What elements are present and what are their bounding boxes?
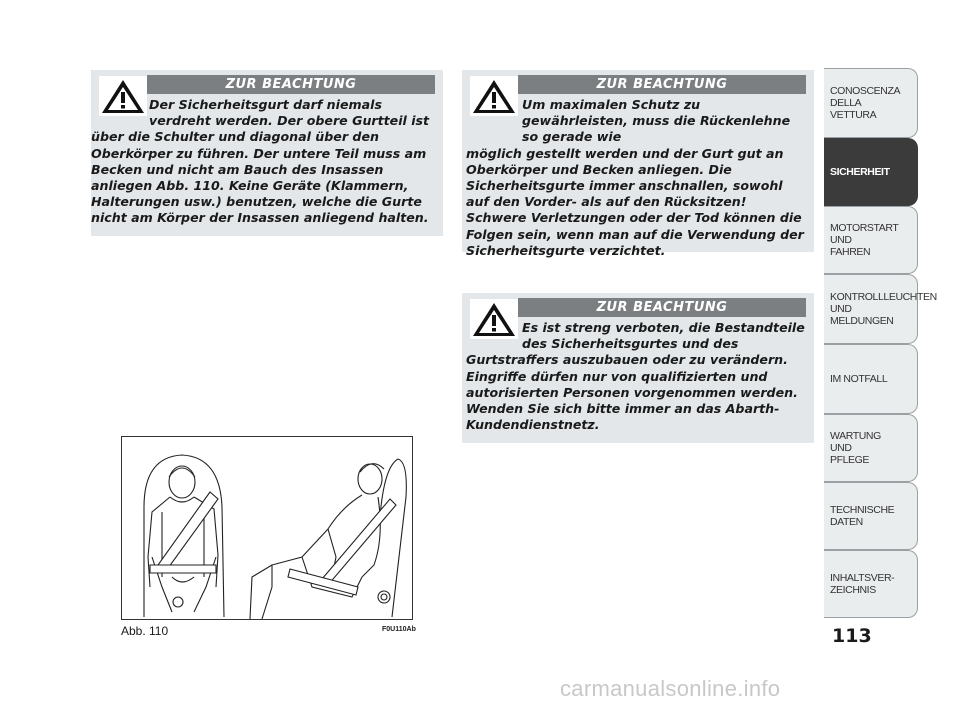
warning-text-indent: Um maximalen Schutz zu gewährleisten, muss die Rückenlehne so gerade wie: [522, 97, 791, 145]
tab-conoscenza-della-vettura[interactable]: [824, 68, 918, 138]
tab-technische-daten[interactable]: [824, 482, 918, 550]
right-legs: [250, 565, 272, 619]
tab-kontrollleuchten-und-meldungen[interactable]: [824, 274, 937, 344]
right-shoulder-belt: [322, 499, 396, 585]
tab-inhaltsverzeichnis[interactable]: [824, 550, 918, 618]
tab-label: TECHNISCHE DATEN: [830, 504, 895, 528]
warning-box-2: [462, 70, 814, 258]
tab-sicherheit[interactable]: [824, 138, 918, 206]
tab-label: KONTROLLLEUCHTEN UND MELDUNGEN: [830, 291, 937, 327]
tab-label: IM NOTFALL: [830, 373, 888, 385]
tab-label: WARTUNG UND PFLEGE: [830, 430, 881, 466]
warning-text-rest: Gurtstraffers auszubauen oder zu verändern. Eingriffe dürfen nur von qualifizierten und autorisierten Personen vorgenommen werden. Wenden Sie sich bitte immer an das Abarth-Kundendienstnetz.: [466, 352, 798, 433]
page-number: 113: [832, 625, 872, 647]
seatbelt-illustration: [121, 436, 413, 620]
warning-header: ZUR BEACHTUNG: [147, 75, 435, 94]
left-lap-belt: [150, 565, 216, 573]
right-head: [358, 464, 382, 494]
tab-label: MOTORSTART UND FAHREN: [830, 222, 899, 258]
tab-label: INHALTSVER-ZEICHNIS: [830, 572, 895, 596]
tab-motorstart-und-fahren[interactable]: [824, 206, 918, 274]
warning-text: [466, 97, 806, 259]
right-seat-back: [380, 459, 406, 617]
tab-wartung-und-pflege[interactable]: [824, 414, 918, 482]
tab-label: SICHERHEIT: [830, 166, 890, 178]
warning-box-1: [91, 70, 443, 236]
seatbelt-drawing: [122, 437, 412, 619]
warning-box-3: [462, 293, 814, 443]
left-shoulder-belt: [158, 492, 218, 571]
warning-text: [91, 97, 435, 227]
tab-label: CONOSCENZA DELLA VETTURA: [830, 85, 900, 121]
warning-header: ZUR BEACHTUNG: [518, 75, 806, 94]
warning-text-indent: Es ist streng verboten, die Bestandteile des Sicherheitsgurtes und des: [522, 320, 805, 352]
tab-im-notfall[interactable]: [824, 344, 918, 414]
warning-header: ZUR BEACHTUNG: [518, 298, 806, 317]
figure-code: F0U110Ab: [382, 626, 416, 633]
right-lap-belt: [288, 569, 358, 595]
figure-caption: Abb. 110: [121, 624, 169, 638]
left-head: [169, 466, 195, 498]
warning-text-rest: möglich gestellt werden und der Gurt gut an Oberkörper und Becken anliegen. Die Sicherheitsgurte immer anschnallen, sowohl auf den Vorder- als auf den Rücksitzen! Schwere Verletzungen oder der Tod können die Folgen sein, wenn man auf die Verwendung der Sicherheitsgurte verzichtet.: [466, 145, 804, 258]
warning-text-rest: über die Schulter und diagonal über den Oberkörper zu führen. Der untere Teil muss am Becken und nicht am Bauch des Insassen anliegen Abb. 110. Keine Geräte (Klammern, Halterungen usw.) benutzen, welche die Gurte nicht am Körper der Insassen anliegend halten.: [91, 129, 429, 226]
warning-text: [466, 320, 806, 433]
watermark: carmanualsonline.info: [560, 676, 781, 701]
warning-text-indent: Der Sicherheitsgurt darf niemals verdreht werden. Der obere Gurtteil ist: [149, 97, 430, 129]
